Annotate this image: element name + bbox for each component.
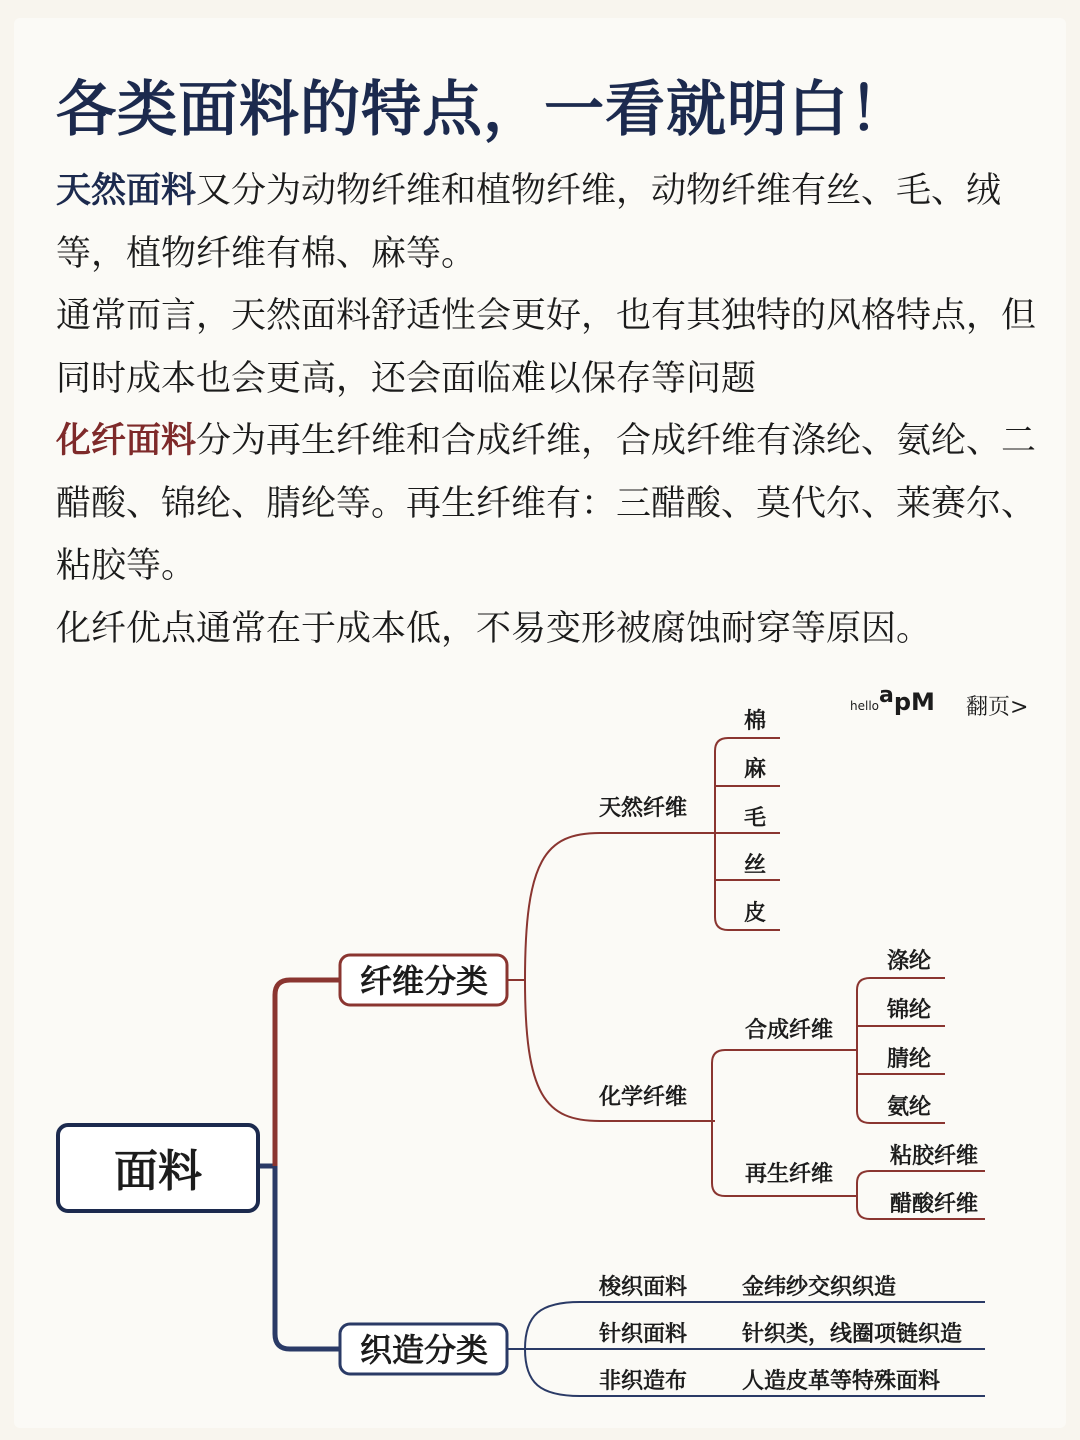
- weave-type-name: 针织面料: [598, 1322, 688, 1347]
- brand-hello: hello: [850, 699, 879, 713]
- natural-fiber-item: 毛: [743, 806, 767, 831]
- weave-class-label: 织造分类: [359, 1331, 489, 1369]
- natural-fiber-item: 皮: [743, 901, 767, 926]
- next-page-link[interactable]: 翻页>: [966, 695, 1029, 720]
- weave-type-desc: 人造皮革等特殊面料: [742, 1369, 941, 1394]
- keyword-synthetic-fabric: 化纤面料: [56, 421, 197, 461]
- paragraph-synthetic-comment: 化纤优点通常在于成本低，不易变形被腐蚀耐穿等原因。: [56, 608, 932, 649]
- page-title: 各类面料的特点，一看就明白！: [56, 75, 910, 145]
- synthetic-fabric-text: 分为再生纤维和合成纤维，合成纤维有涤纶、氨纶、二醋酸、锦纶、腈纶等。再生纤维有：三醋酸、莫代尔、莱赛尔、粘胶等。: [56, 421, 1037, 586]
- brand-pm: pM: [893, 688, 935, 716]
- keyword-natural-fabric: 天然面料: [56, 171, 197, 211]
- regenerated-fiber-item: 醋酸纤维: [889, 1192, 979, 1217]
- natural-fiber-label: 天然纤维: [598, 796, 688, 821]
- natural-fabric-text: 又分为动物纤维和植物纤维，动物纤维有丝、毛、绒等，植物纤维有棉、麻等。: [56, 171, 1002, 274]
- fiber-class-label: 纤维分类: [359, 962, 489, 1000]
- synthetic-fiber-item: 氨纶: [886, 1095, 932, 1120]
- synthetic-fiber-item: 涤纶: [886, 949, 932, 974]
- synthetic-fiber-item: 腈纶: [886, 1047, 932, 1072]
- synthetic-fiber-item: 锦纶: [886, 998, 932, 1023]
- natural-fiber-item: 麻: [743, 757, 767, 782]
- weave-type-name: 梭织面料: [598, 1275, 688, 1300]
- chemical-fiber-label: 化学纤维: [598, 1085, 688, 1110]
- paragraph-natural-comment: 通常而言，天然面料舒适性会更好，也有其独特的风格特点，但同时成本也会更高，还会面临难以保存等问题: [56, 296, 1037, 399]
- weave-type-desc: 金纬纱交织织造: [742, 1275, 897, 1300]
- synthetic-fiber-label: 合成纤维: [744, 1018, 834, 1043]
- regenerated-fiber-label: 再生纤维: [744, 1162, 834, 1187]
- brand-a: a: [879, 683, 894, 708]
- regenerated-fiber-item: 粘胶纤维: [889, 1144, 979, 1169]
- root-label: 面料: [114, 1146, 202, 1197]
- weave-type-desc: 针织类，线圈项链织造: [742, 1322, 963, 1347]
- weave-type-name: 非织造布: [598, 1369, 688, 1394]
- natural-fiber-item: 棉: [743, 709, 767, 734]
- natural-fiber-item: 丝: [743, 853, 767, 878]
